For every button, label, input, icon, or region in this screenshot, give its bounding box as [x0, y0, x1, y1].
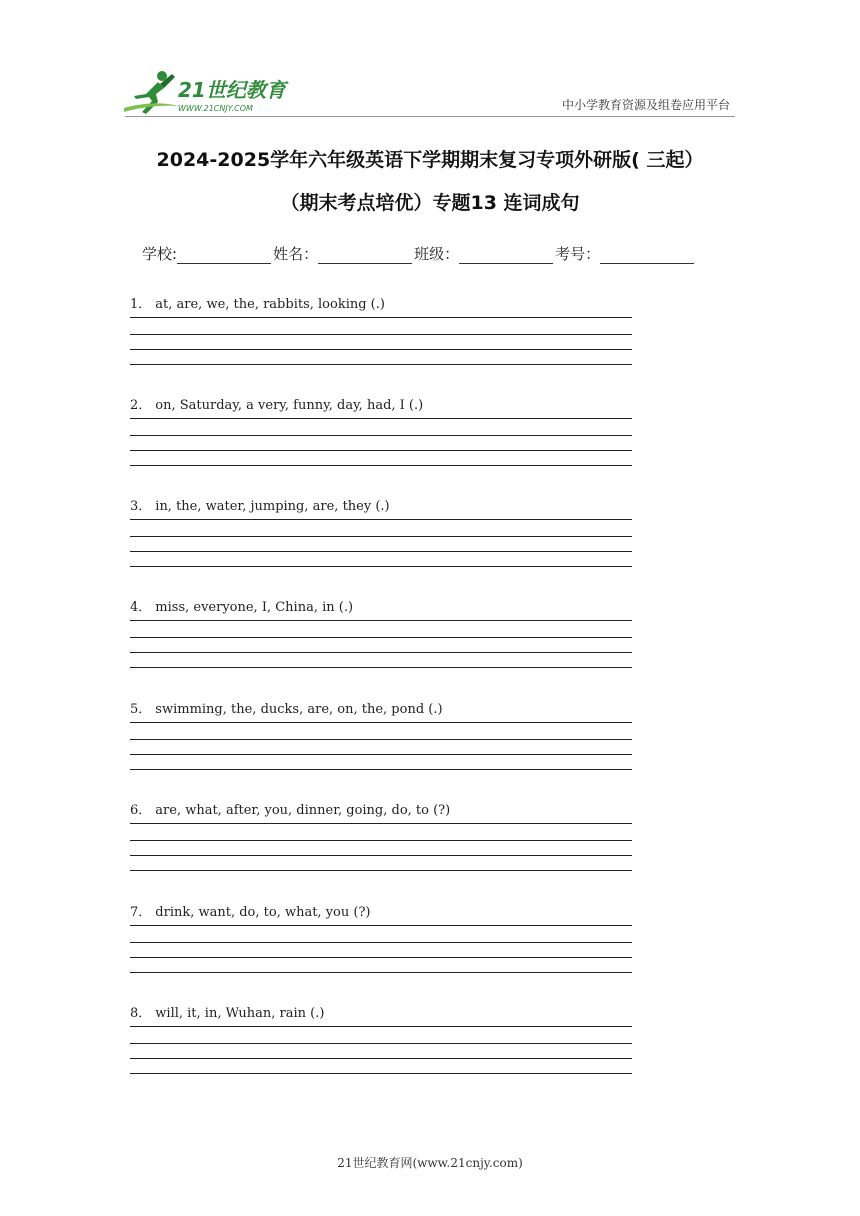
- question-words: on, Saturday, a very, funny, day, had, I (.): [155, 398, 424, 413]
- answer-line[interactable]: [130, 349, 632, 350]
- question-words: miss, everyone, I, China, in (.): [155, 600, 354, 615]
- name-blank[interactable]: [318, 247, 412, 264]
- logo-url: WWW.21CNJY.COM: [178, 104, 253, 113]
- answer-line[interactable]: [130, 334, 632, 335]
- question-number: 7．: [130, 905, 152, 920]
- question-number: 8．: [130, 1006, 152, 1021]
- question-words: at, are, we, the, rabbits, looking (.): [155, 297, 385, 312]
- answer-line[interactable]: [130, 1043, 632, 1044]
- question-number: 2．: [130, 398, 152, 413]
- question-number: 6．: [130, 803, 152, 818]
- answer-line[interactable]: [130, 317, 632, 318]
- school-blank[interactable]: [177, 247, 271, 264]
- question-4: [130, 597, 632, 668]
- question-words: swimming, the, ducks, are, on, the, pond (.): [155, 702, 443, 717]
- answer-line[interactable]: [130, 769, 632, 770]
- answer-line[interactable]: [130, 722, 632, 723]
- answer-line[interactable]: [130, 840, 632, 841]
- answer-line[interactable]: [130, 566, 632, 567]
- question-prompt: [130, 1003, 632, 1025]
- page-subtitle: （期末考点培优）专题13 连词成句: [280, 192, 580, 214]
- logo: [122, 68, 297, 116]
- answer-line[interactable]: [130, 551, 632, 552]
- answer-line[interactable]: [130, 418, 632, 419]
- question-prompt: [130, 496, 632, 518]
- answer-line[interactable]: [130, 1058, 632, 1059]
- answer-line[interactable]: [130, 637, 632, 638]
- name-label: 姓名：: [273, 245, 319, 263]
- question-prompt: [130, 597, 632, 619]
- answer-line[interactable]: [130, 364, 632, 365]
- answer-line[interactable]: [130, 435, 632, 436]
- answer-line[interactable]: [130, 620, 632, 621]
- question-6: [130, 800, 632, 871]
- footer-link[interactable]: 21世纪教育网(www.21cnjy.com): [337, 1156, 523, 1170]
- answer-line[interactable]: [130, 855, 632, 856]
- platform-label: 中小学教育资源及组卷应用平台: [561, 98, 730, 112]
- class-blank[interactable]: [459, 247, 553, 264]
- page-title: 2024-2025学年六年级英语下学期期末复习专项外研版( 三起）: [156, 149, 704, 171]
- answer-line[interactable]: [130, 972, 632, 973]
- number-blank[interactable]: [600, 247, 694, 264]
- question-prompt: [130, 395, 632, 417]
- question-number: 1．: [130, 297, 152, 312]
- question-5: [130, 699, 632, 770]
- question-7: [130, 902, 632, 973]
- answer-line[interactable]: [130, 957, 632, 958]
- answer-line[interactable]: [130, 754, 632, 755]
- answer-line[interactable]: [130, 667, 632, 668]
- question-prompt: [130, 800, 632, 822]
- answer-line[interactable]: [130, 1026, 632, 1027]
- number-label: 考号：: [555, 245, 601, 263]
- answer-line[interactable]: [130, 465, 632, 466]
- answer-line[interactable]: [130, 925, 632, 926]
- answer-line[interactable]: [130, 519, 632, 520]
- question-words: in, the, water, jumping, are, they (.): [155, 499, 390, 514]
- answer-line[interactable]: [130, 1073, 632, 1074]
- question-words: will, it, in, Wuhan, rain (.): [155, 1006, 325, 1021]
- answer-line[interactable]: [130, 652, 632, 653]
- question-prompt: [130, 902, 632, 924]
- answer-line[interactable]: [130, 739, 632, 740]
- header-divider: [125, 116, 735, 117]
- runner-logo-icon: [124, 71, 180, 114]
- class-label: 班级：: [414, 245, 460, 263]
- answer-line[interactable]: [130, 823, 632, 824]
- question-2: [130, 395, 632, 466]
- answer-line[interactable]: [130, 450, 632, 451]
- question-words: drink, want, do, to, what, you (?): [155, 905, 371, 920]
- question-3: [130, 496, 632, 567]
- question-number: 4．: [130, 600, 152, 615]
- answer-line[interactable]: [130, 942, 632, 943]
- question-words: are, what, after, you, dinner, going, do, to (?): [155, 803, 451, 818]
- answer-line[interactable]: [130, 536, 632, 537]
- question-number: 5．: [130, 702, 152, 717]
- question-prompt: [130, 294, 632, 316]
- school-label: 学校:: [142, 245, 178, 263]
- logo-text: 21世纪教育: [178, 78, 286, 102]
- question-8: [130, 1003, 632, 1074]
- question-1: [130, 294, 632, 365]
- answer-line[interactable]: [130, 870, 632, 871]
- question-prompt: [130, 699, 632, 721]
- student-info-row: [142, 243, 696, 264]
- question-number: 3．: [130, 499, 152, 514]
